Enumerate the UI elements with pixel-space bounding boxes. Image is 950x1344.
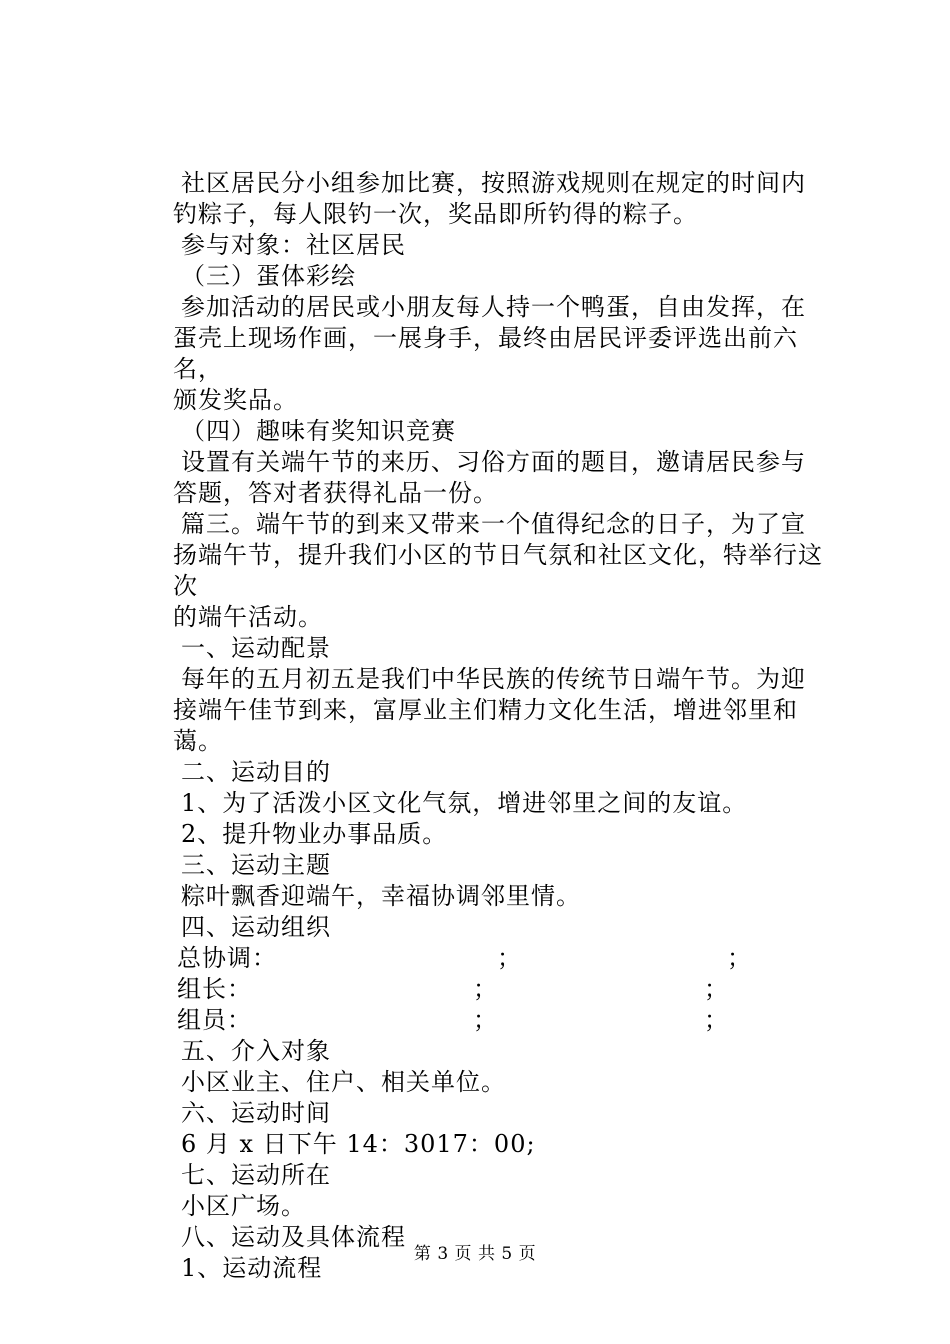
page-number-footer: 第 3 页 共 5 页 — [413, 1244, 537, 1264]
org-row-separator: ； — [727, 944, 752, 972]
org-row-separator: ； — [473, 975, 498, 1003]
paragraph-line: 蛋壳上现场作画，一展身手，最终由居民评委评选出前六名， — [173, 324, 798, 383]
section-heading: （四）趣味有奖知识竞赛 — [181, 417, 456, 445]
paragraph-line: 接端午佳节到来，富厚业主们精力文化生活，增进邻里和蔼。 — [173, 696, 798, 755]
paragraph-line: 每年的五月初五是我们中华民族的传统节日端午节。为迎 — [181, 665, 806, 693]
paragraph-line: 6 月 x 日下午 14：3017：00; — [181, 1130, 536, 1158]
section-heading: 六、运动时间 — [181, 1099, 331, 1127]
org-row-label: 总协调： — [177, 944, 277, 972]
paragraph-line: 社区居民分小组参加比赛，按照游戏规则在规定的时间内 — [181, 169, 806, 197]
org-row-separator: ； — [497, 944, 522, 972]
org-row-leader — [177, 974, 837, 1005]
paragraph-line: 篇三。端午节的到来又带来一个值得纪念的日子，为了宣 — [181, 510, 806, 538]
org-row-separator: ； — [704, 1006, 729, 1034]
section-heading: 一、运动配景 — [181, 634, 331, 662]
org-row-separator: ； — [473, 1006, 498, 1034]
paragraph-line: 的端午活动。 — [173, 603, 323, 631]
paragraph-line: 颁发奖品。 — [173, 386, 298, 414]
paragraph-line: 钓粽子，每人限钓一次，奖品即所钓得的粽子。 — [173, 200, 698, 228]
list-item: 1、为了活泼小区文化气氛，增进邻里之间的友谊。 — [181, 789, 748, 817]
paragraph-line: 参加活动的居民或小朋友每人持一个鸭蛋，自由发挥，在 — [181, 293, 806, 321]
org-row-separator: ； — [704, 975, 729, 1003]
org-row-members — [177, 1005, 837, 1036]
paragraph-line: 小区广场。 — [181, 1192, 306, 1220]
paragraph-line: 小区业主、住户、相关单位。 — [181, 1068, 506, 1096]
org-row-label: 组长： — [177, 975, 252, 1003]
paragraph-line: 粽叶飘香迎端午，幸福协调邻里情。 — [181, 882, 581, 910]
section-heading: 七、运动所在 — [181, 1161, 331, 1189]
section-heading: 五、介入对象 — [181, 1037, 331, 1065]
paragraph-line: 扬端午节，提升我们小区的节日气氛和社区文化，特举行这次 — [173, 541, 823, 600]
section-heading: 八、运动及具体流程 — [181, 1223, 406, 1251]
org-row-label: 组员： — [177, 1006, 252, 1034]
section-heading: （三）蛋体彩绘 — [181, 262, 356, 290]
paragraph-line: 设置有关端午节的来历、习俗方面的题目，邀请居民参与 — [181, 448, 806, 476]
list-item: 1、运动流程 — [181, 1254, 323, 1282]
section-heading: 四、运动组织 — [181, 913, 331, 941]
paragraph-line: 参与对象：社区居民 — [181, 231, 406, 259]
section-heading: 二、运动目的 — [181, 758, 331, 786]
paragraph-line: 答题，答对者获得礼品一份。 — [173, 479, 498, 507]
list-item: 2、提升物业办事品质。 — [181, 820, 448, 848]
org-row-coordinator — [177, 943, 837, 974]
section-heading: 三、运动主题 — [181, 851, 331, 879]
document-body — [173, 168, 837, 1284]
